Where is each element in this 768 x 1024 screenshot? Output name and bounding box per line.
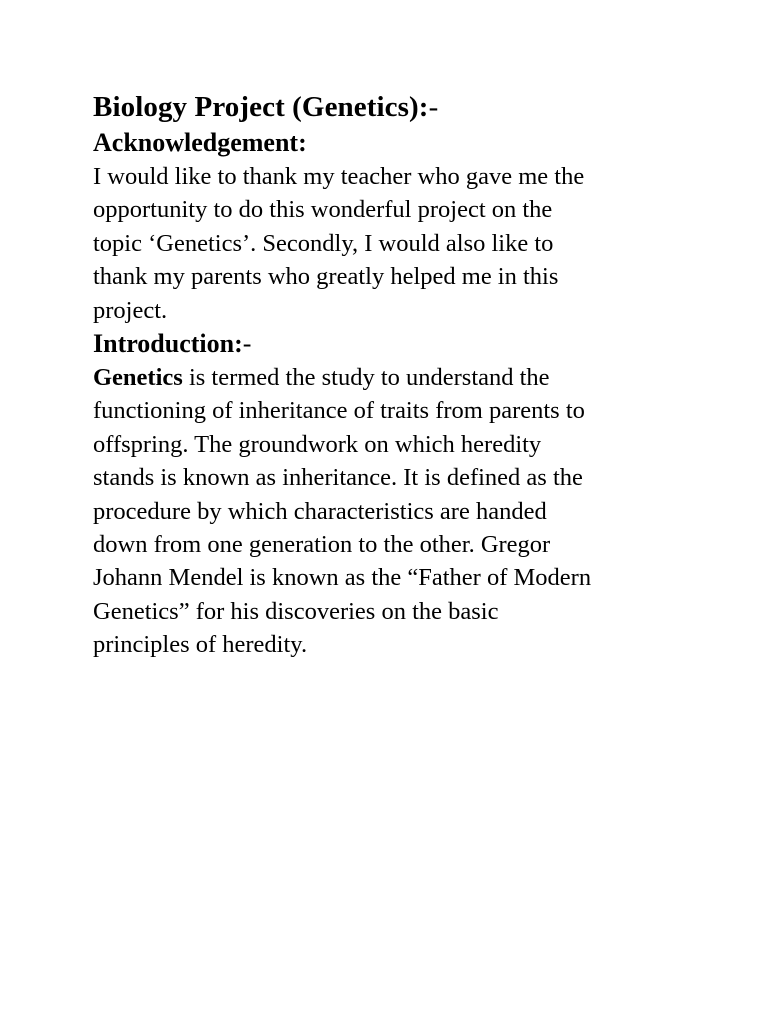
document-title-text: Biology Project (Genetics):	[93, 91, 429, 123]
introduction-line: Johann Mendel is known as the “Father of Modern	[93, 564, 592, 592]
document-title-suffix: -	[428, 91, 439, 123]
document-title	[93, 88, 693, 126]
introduction-heading	[93, 327, 693, 361]
document-content	[93, 88, 693, 662]
introduction-line: principles of heredity.	[93, 631, 308, 659]
introduction-first-line-rest: is termed the study to understand the	[182, 364, 550, 392]
introduction-heading-text: Introduction:	[93, 329, 243, 359]
acknowledgement-paragraph	[93, 160, 693, 327]
introduction-line: offspring. The groundwork on which heredity	[93, 430, 542, 458]
introduction-line: functioning of inheritance of traits from parents to	[93, 397, 585, 425]
introduction-heading-suffix: -	[242, 329, 252, 359]
introduction-line: Genetics” for his discoveries on the basic	[93, 597, 499, 625]
acknowledgement-line: opportunity to do this wonderful project on the	[93, 196, 553, 224]
acknowledgement-line: project.	[93, 296, 168, 324]
introduction-line: procedure by which characteristics are handed	[93, 497, 547, 525]
acknowledgement-line: thank my parents who greatly helped me in this	[93, 263, 559, 291]
introduction-line: down from one generation to the other. Gregor	[93, 531, 551, 559]
acknowledgement-heading: Acknowledgement:	[93, 128, 307, 157]
acknowledgement-line: topic ‘Genetics’. Secondly, I would also like to	[93, 229, 554, 257]
lead-term: Genetics	[93, 364, 183, 392]
introduction-paragraph	[93, 361, 693, 662]
acknowledgement-line: I would like to thank my teacher who gave me the	[93, 163, 585, 190]
introduction-line	[93, 361, 693, 394]
introduction-line: stands is known as inheritance. It is defined as the	[93, 464, 583, 492]
